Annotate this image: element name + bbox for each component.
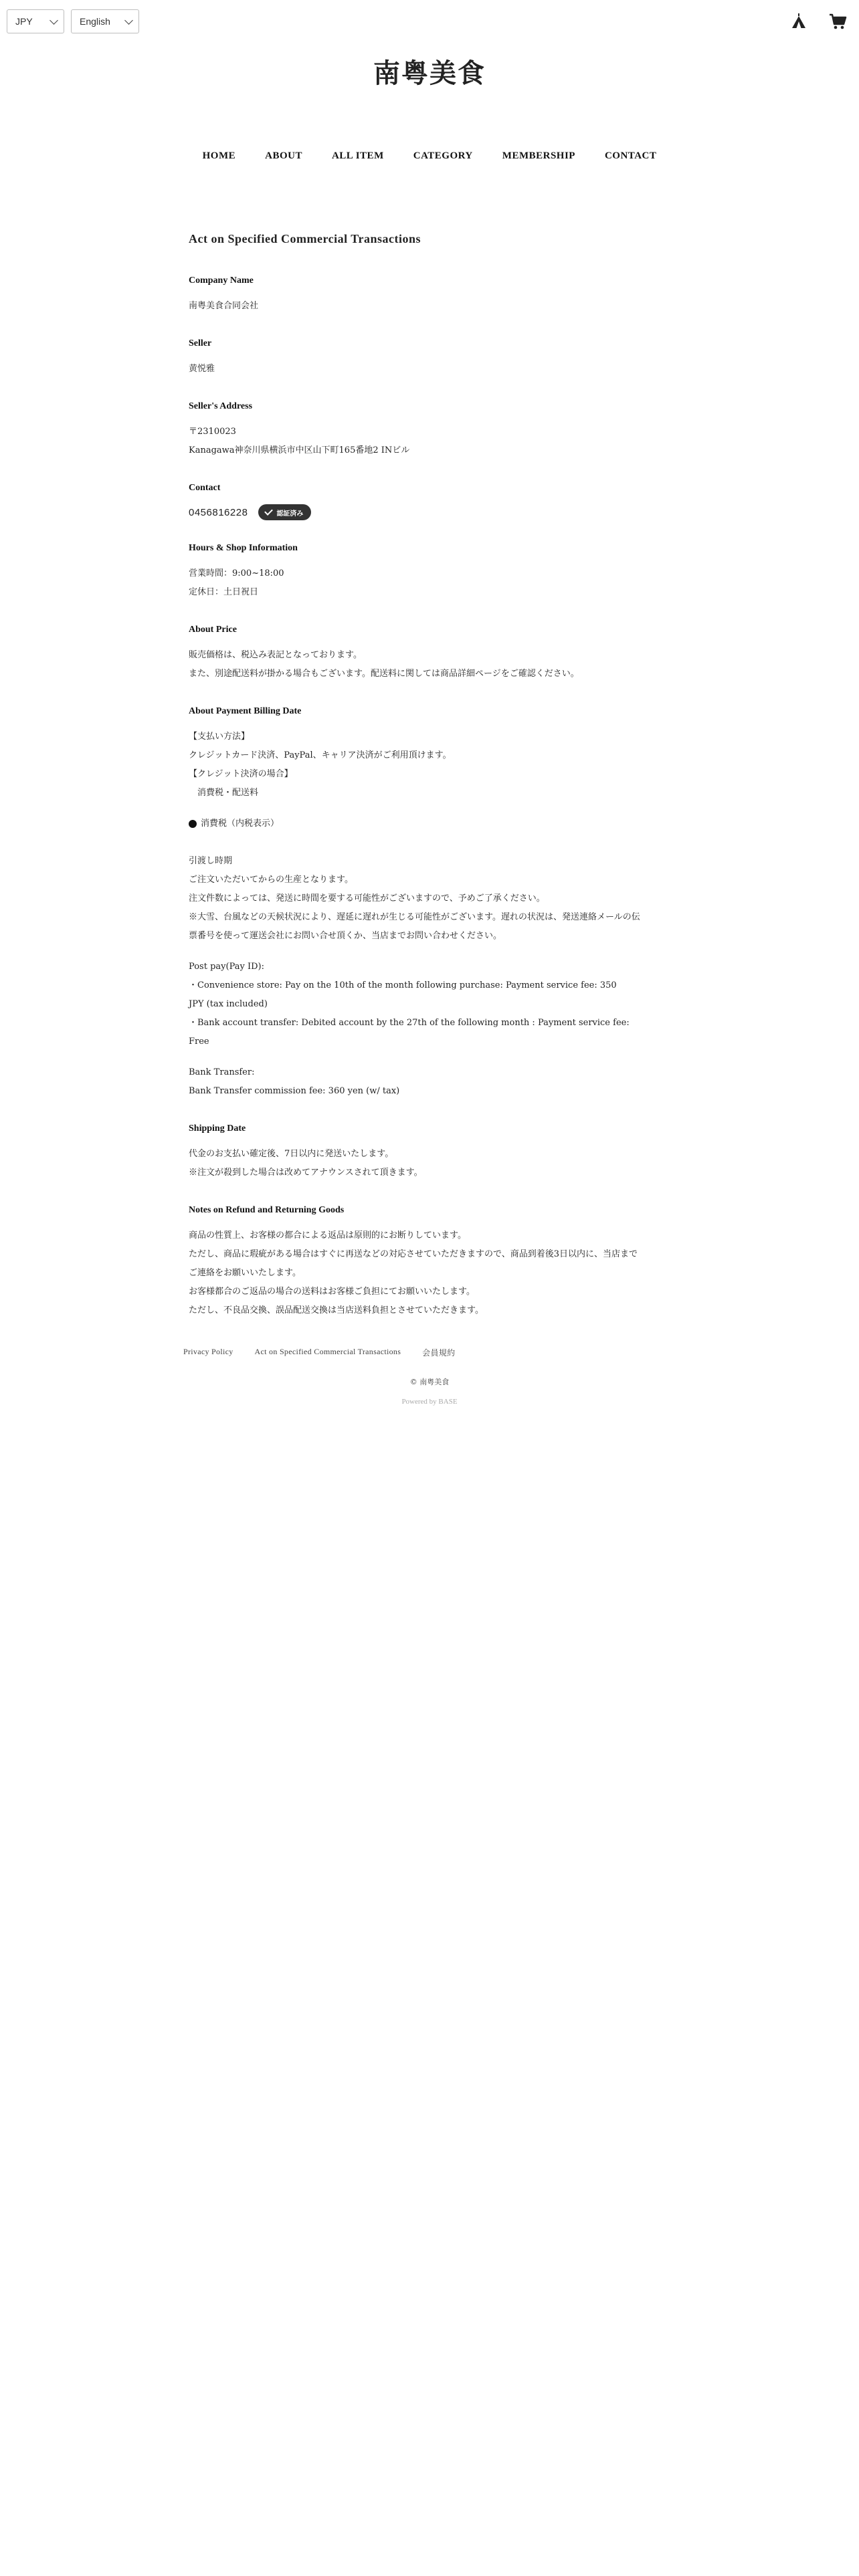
address-line: 〒2310023 <box>189 427 236 437</box>
currency-select[interactable] <box>7 9 64 33</box>
post-pay-line: ・Bank account transfer: Debited account by the 27th of the following month : Payment service fee: <box>189 1018 630 1028</box>
account-tent-icon[interactable] <box>789 12 808 31</box>
phone-number: 0456816228 <box>189 506 248 518</box>
footer-links <box>183 1347 455 1358</box>
delivery-line: 注文件数によっては、発送に時間を要する可能性がございますので、予めご了承ください。 <box>189 893 545 903</box>
tax-note <box>189 815 672 833</box>
hours-value <box>189 564 672 602</box>
footer-link-membership-terms[interactable]: 会員規約 <box>422 1348 456 1358</box>
company-heading: Company Name <box>189 276 254 286</box>
refund-line: ただし、商品に瑕疵がある場合はすぐに再送などの対応させていただきますので、商品到着後3日以内に、当店まで <box>189 1249 638 1259</box>
hours-section <box>189 543 672 602</box>
nav-membership[interactable]: MEMBERSHIP <box>502 150 575 161</box>
company-value: 南粤美食合同会社 <box>189 301 259 311</box>
payment-heading: About Payment Billing Date <box>189 706 302 716</box>
page-title: Act on Specified Commercial Transactions <box>189 232 421 245</box>
nav-home[interactable]: HOME <box>202 150 236 161</box>
refund-line: ただし、不良品交換、誤品配送交換は当店送料負担とさせていただきます。 <box>189 1305 484 1315</box>
nav-contact[interactable]: CONTACT <box>604 150 657 161</box>
powered-by-base[interactable]: Powered by BASE <box>401 1398 458 1406</box>
footer-link-privacy[interactable]: Privacy Policy <box>183 1347 233 1356</box>
nav-about[interactable]: ABOUT <box>265 150 302 161</box>
shop-logo[interactable]: 南粤美食 <box>373 58 486 89</box>
nav-category[interactable]: CATEGORY <box>413 150 473 161</box>
language-value: English <box>80 16 110 27</box>
currency-value: JPY <box>15 16 33 27</box>
delivery-line: ご注文いただいてからの生産となります。 <box>189 875 353 885</box>
payment-line: 【クレジット決済の場合】 <box>189 769 293 779</box>
delivery-timing <box>189 852 672 946</box>
price-line: 販売価格は、税込み表記となっております。 <box>189 650 362 660</box>
verified-badge <box>258 504 311 520</box>
spacer <box>189 1051 672 1063</box>
address-line: Kanagawa神奈川県横浜市中区山下町165番地2 INビル <box>189 445 410 455</box>
bullet-dot-icon <box>189 820 197 828</box>
refund-line: 商品の性質上、お客様の都合による返品は原則的にお断りしています。 <box>189 1230 466 1241</box>
price-value <box>189 646 672 683</box>
check-icon <box>265 507 274 516</box>
payment-line: 消費税・配送料 <box>189 788 259 798</box>
spacer <box>189 946 672 958</box>
price-line: また、別途配送料が掛かる場合もございます。配送料に関しては商品詳細ページをご確認ください。 <box>189 669 579 679</box>
verified-badge-label: 認証済み <box>276 510 304 518</box>
price-heading: About Price <box>189 625 237 635</box>
cart-icon[interactable] <box>828 12 847 31</box>
top-bar <box>7 9 139 33</box>
legal-content <box>189 232 672 1343</box>
payment-methods <box>189 728 672 802</box>
shipping-section <box>189 1123 672 1182</box>
main-nav <box>0 150 859 162</box>
spacer <box>189 833 672 852</box>
refund-section <box>189 1205 672 1320</box>
chevron-down-icon <box>50 16 58 25</box>
post-pay-line: ・Convenience store: Pay on the 10th of the month following purchase: Payment service fee: 350 <box>189 980 617 990</box>
address-value <box>189 423 672 460</box>
bank-transfer-line: Bank Transfer commission fee: 360 yen (w/ tax) <box>189 1086 400 1096</box>
footer-link-commercial-transactions[interactable]: Act on Specified Commercial Transactions <box>254 1347 401 1356</box>
payment-section <box>189 706 672 1101</box>
contact-row <box>189 504 672 520</box>
post-pay-line: JPY (tax included) <box>189 999 268 1009</box>
company-section <box>189 276 672 316</box>
refund-line: ご連絡をお願いいたします。 <box>189 1268 301 1278</box>
spacer <box>189 802 672 815</box>
payment-line: クレジットカード決済、PayPal、キャリア決済がご利用頂けます。 <box>189 750 452 760</box>
tax-note-text: 消費税（内税表示） <box>201 819 280 829</box>
address-heading: Seller's Address <box>189 401 253 411</box>
contact-heading: Contact <box>189 483 221 493</box>
chevron-down-icon <box>124 16 133 25</box>
refund-value <box>189 1226 672 1320</box>
refund-heading: Notes on Refund and Returning Goods <box>189 1205 345 1215</box>
shipping-line: ※注文が殺到した場合は改めてアナウンスされて頂きます。 <box>189 1168 423 1178</box>
shipping-line: 代金のお支払い確定後、7日以内に発送いたします。 <box>189 1149 394 1159</box>
copyright: © 南粤美食 <box>409 1378 450 1386</box>
contact-section <box>189 483 672 520</box>
delivery-line: 票番号を使って運送会社にお問い合せ頂くか、当店までお問い合わせください。 <box>189 931 502 941</box>
payment-line: 【支払い方法】 <box>189 732 250 742</box>
seller-heading: Seller <box>189 338 212 348</box>
address-section <box>189 401 672 460</box>
shipping-heading: Shipping Date <box>189 1123 246 1134</box>
hours-heading: Hours & Shop Information <box>189 543 298 553</box>
seller-section <box>189 338 672 379</box>
price-section <box>189 625 672 683</box>
header-icons <box>789 12 847 31</box>
refund-line: お客様都合のご返品の場合の送料はお客様ご負担にてお願いいたします。 <box>189 1287 475 1297</box>
delivery-line: 引渡し時期 <box>189 856 233 866</box>
delivery-line: ※大雪、台風などの天候状況により、遅延に遅れが生じる可能性がございます。遅れの状況は、発送連絡メールの伝 <box>189 912 640 922</box>
nav-all-item[interactable]: ALL ITEM <box>331 150 384 161</box>
language-select[interactable] <box>71 9 139 33</box>
bank-transfer-info <box>189 1063 672 1101</box>
shipping-value <box>189 1145 672 1182</box>
bank-transfer-line: Bank Transfer: <box>189 1067 255 1077</box>
seller-value: 黄悦雅 <box>189 364 215 374</box>
post-pay-line: Post pay(Pay ID): <box>189 962 264 972</box>
hours-line: 営業時間：9:00~18:00 <box>189 568 284 578</box>
post-pay-line: Free <box>189 1037 209 1047</box>
hours-line: 定休日：土日祝日 <box>189 587 259 597</box>
post-pay-info <box>189 958 672 1051</box>
